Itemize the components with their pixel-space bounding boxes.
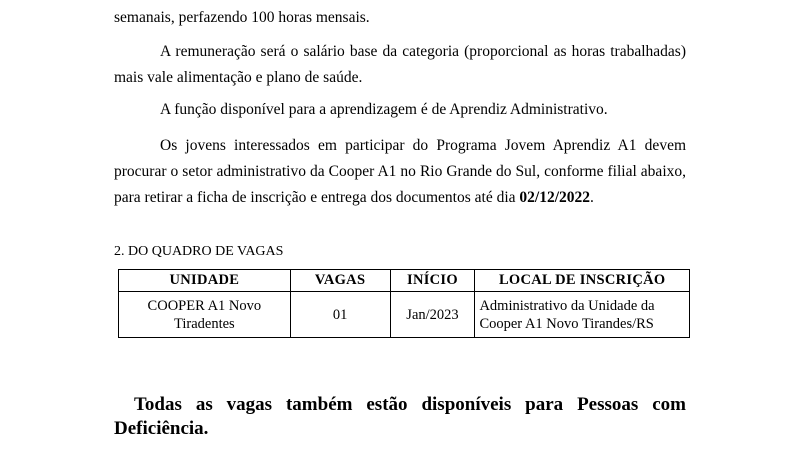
header-unidade: UNIDADE bbox=[119, 270, 291, 292]
final-note: Todas as vagas também estão disponíveis para Pessoas com Deficiência. bbox=[114, 394, 686, 439]
application-text-end: . bbox=[590, 189, 594, 206]
application-text: Os jovens interessados em participar do Programa Jovem Aprendiz A1 devem procurar o setor administrativo da Cooper A1 no Rio Grande do Sul, conforme filial abaixo, para retirar a ficha de inscrição e entrega dos documentos até dia bbox=[114, 137, 686, 206]
deadline-date: 02/12/2022 bbox=[519, 189, 591, 206]
cell-vagas: 01 bbox=[290, 292, 390, 338]
cell-inicio: Jan/2023 bbox=[390, 292, 475, 338]
cell-local: Administrativo da Unidade da Cooper A1 Novo Tirandes/RS bbox=[475, 292, 690, 338]
paragraph-application bbox=[114, 133, 686, 211]
table-row bbox=[119, 292, 690, 338]
table-header-row bbox=[119, 270, 690, 292]
paragraph-function: A função disponível para a aprendizagem é de Aprendiz Administrativo. bbox=[160, 101, 608, 118]
section-title: 2. DO QUADRO DE VAGAS bbox=[114, 244, 284, 259]
header-vagas: VAGAS bbox=[290, 270, 390, 292]
vacancies-table bbox=[118, 269, 690, 338]
header-inicio: INÍCIO bbox=[390, 270, 475, 292]
paragraph-remuneration: A remuneração será o salário base da categoria (proporcional as horas trabalhadas) mais vale alimentação e plano de saúde. bbox=[114, 43, 686, 86]
paragraph-hours: semanais, perfazendo 100 horas mensais. bbox=[114, 9, 370, 26]
cell-unidade: COOPER A1 Novo Tiradentes bbox=[119, 292, 291, 338]
header-local: LOCAL DE INSCRIÇÃO bbox=[475, 270, 690, 292]
